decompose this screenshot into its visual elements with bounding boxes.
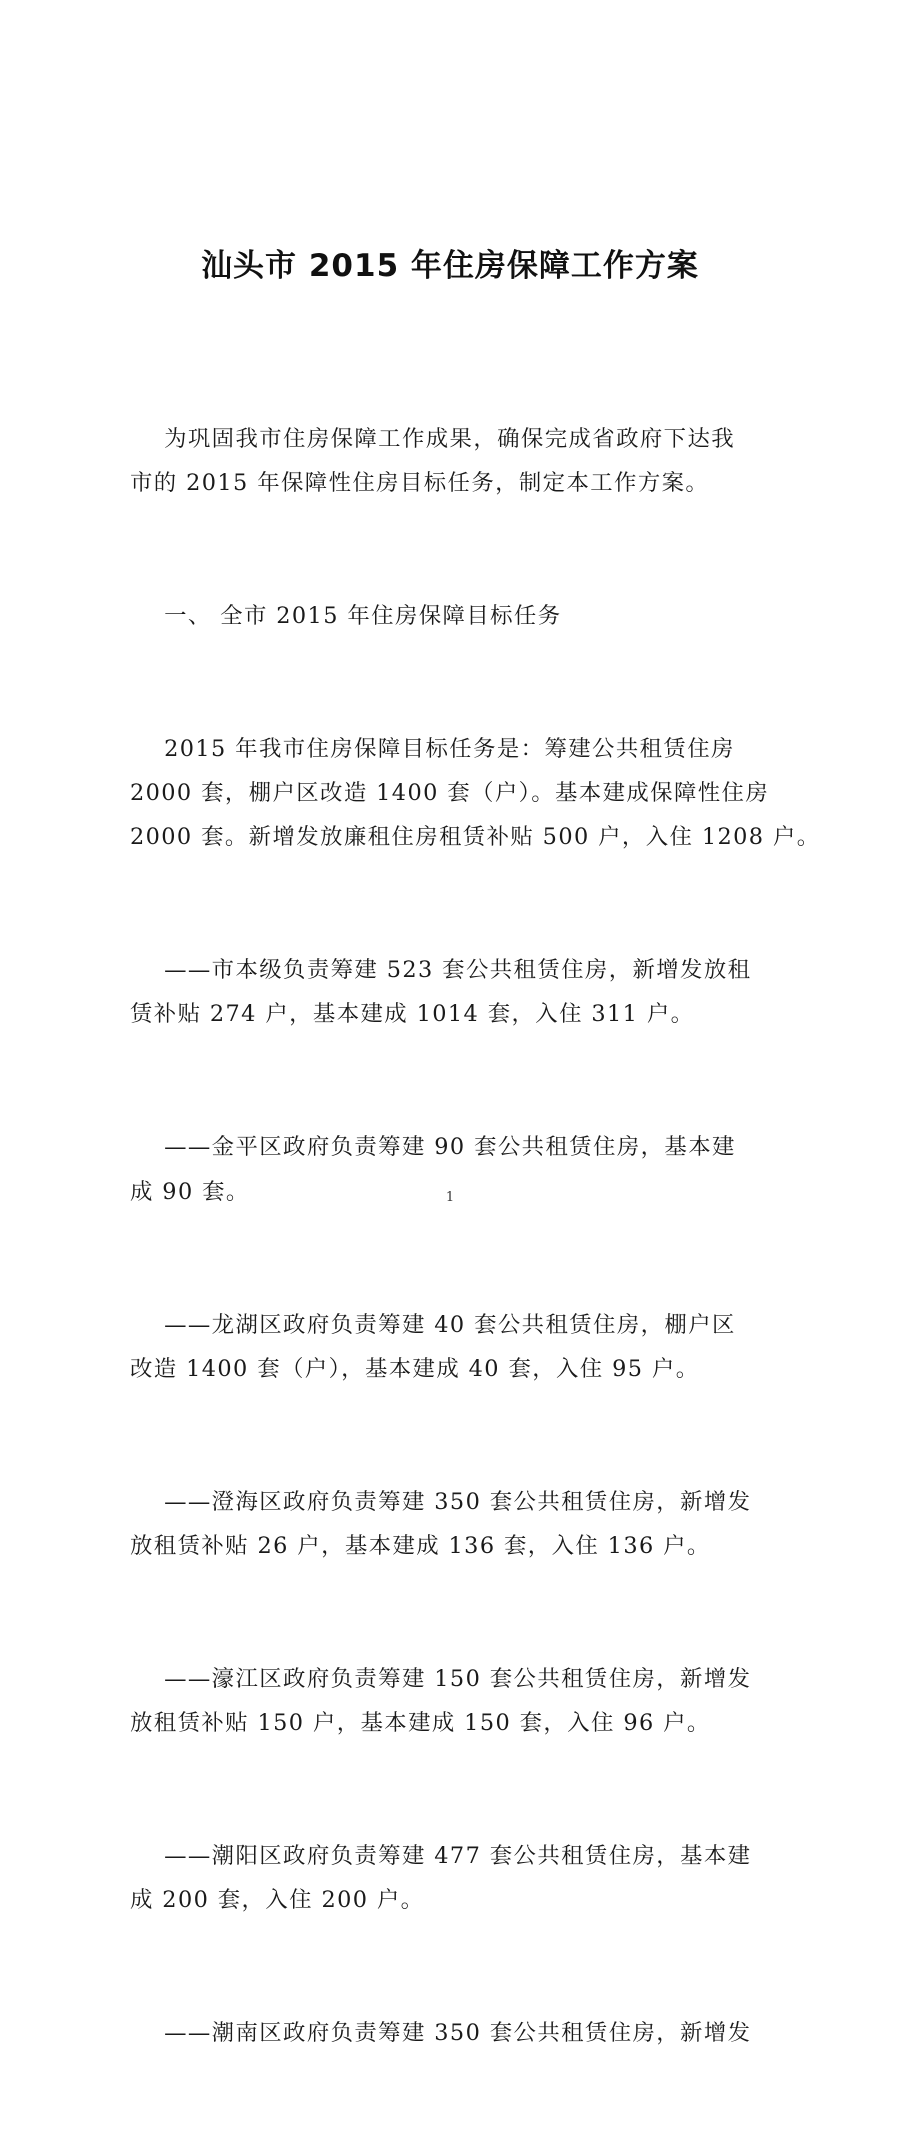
- paragraph-longhu: ——龙湖区政府负责筹建 40 套公共租赁住房，棚户区 改造 1400 套（户），基本建成 40 套，入住 95 户。: [130, 1311, 736, 1382]
- section-heading-1: 一、 全市 2015 年住房保障目标任务: [130, 602, 562, 629]
- paragraph-haojiang: ——濠江区政府负责筹建 150 套公共租赁住房，新增发 放租赁补贴 150 户，基本建成 150 套，入住 96 户。: [130, 1665, 752, 1737]
- paragraph-chenghai: ——澄海区政府负责筹建 350 套公共租赁住房，新增发 放租赁补贴 26 户，基本建成 136 套，入住 136 户。: [130, 1488, 752, 1560]
- document-body: [130, 328, 821, 2144]
- paragraph-targets: 2015 年我市住房保障目标任务是：筹建公共租赁住房 2000 套，棚户区改造 1400 套（户）。基本建成保障性住房 2000 套。新增发放廉租住房租赁补贴 500 户，入住 1208 户。: [130, 735, 821, 851]
- paragraph-chaoyang: ——潮阳区政府负责筹建 477 套公共租赁住房，基本建 成 200 套，入住 200 户。: [130, 1843, 752, 1914]
- paragraph-city-level: ——市本级负责筹建 523 套公共租赁住房，新增发放租 赁补贴 274 户，基本建成 1014 套，入住 311 户。: [130, 957, 752, 1028]
- document-title: 汕头市 2015 年住房保障工作方案: [201, 248, 699, 284]
- paragraph-intro: 为巩固我市住房保障工作成果，确保完成省政府下达我 市的 2015 年保障性住房目标任务，制定本工作方案。: [130, 425, 736, 496]
- page-number: 1: [445, 1190, 455, 1205]
- paragraph-jinping: ——金平区政府负责筹建 90 套公共租赁住房，基本建 成 90 套。: [130, 1134, 736, 1205]
- paragraph-chaonan: ——潮南区政府负责筹建 350 套公共租赁住房，新增发: [130, 2020, 752, 2047]
